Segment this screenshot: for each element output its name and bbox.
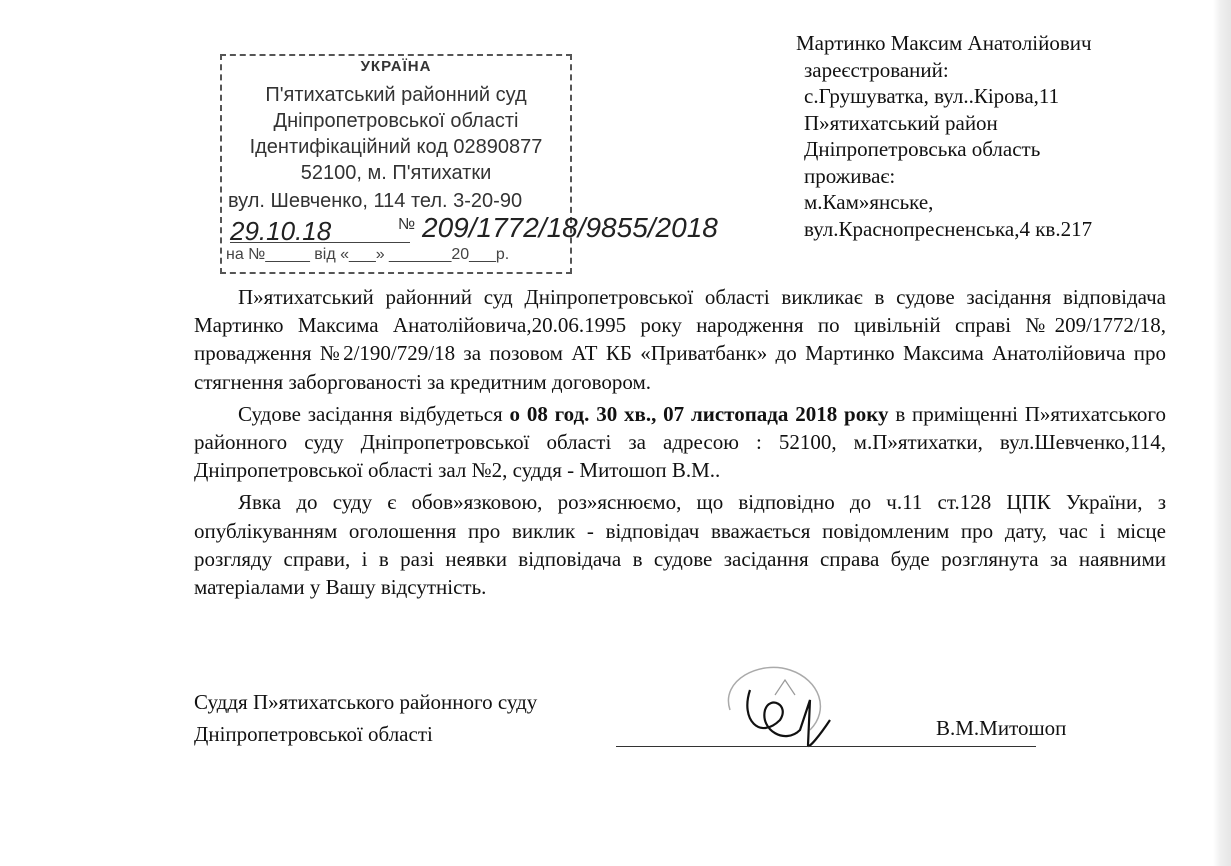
registered-label: зареєстрований: (804, 57, 949, 82)
stamp-region: Дніпропетровської області (273, 110, 519, 132)
residence-street: вул.Краснопресненська,4 кв.217 (804, 216, 1093, 241)
paragraph-summons: П»ятихатський районний суд Дніпропетровської області викликає в судове засідання відповідача Мартинко Максима Анатолійовича,20.06.1995 року народження по цивільній справі №209/1772/18, провадження №2/190/729/18 за позовом АТ КБ «Приватбанк» до Мартинко Максима Анатолійовича про стягнення заборгованості за кредитним договором. (194, 285, 1166, 394)
signature-line (616, 746, 1036, 747)
hearing-intro: Судове засідання відбудеться (238, 401, 503, 426)
stamp-number-label: № (398, 216, 416, 233)
registered-region: Дніпропетровська область (804, 137, 1041, 161)
judge-title (194, 686, 537, 750)
paragraph-attendance: Явка до суду є обов»язковою, роз»яснюємо, що відповідно до ч.11 ст.128 ЦПК України, з опублікуванням оголошення про виклик - відповідач вважається повідомленим про дату, час і місце розгляду справи, і в разі неявки відповідача в судове засідання справа буде розглянута за наявними матеріалами у Вашу відсутність. (194, 490, 1166, 600)
stamp-street: вул. Шевченко, 114 тел. 3-20-90 (228, 190, 523, 212)
summons-body (194, 283, 1166, 605)
stamp-id-code: Ідентифікаційний код 02890877 (249, 136, 543, 158)
resides-label: проживає: (804, 163, 896, 188)
judge-title-line1: Суддя П»ятихатського районного суду (194, 690, 538, 714)
page-edge (1213, 0, 1231, 866)
addressee-block (796, 30, 1093, 242)
hearing-datetime: о 08 год. 30 хв., 07 листопада 2018 року (509, 401, 889, 426)
addressee-name: Мартинко Максим Анатолійович (796, 31, 1092, 55)
stamp-city: 52100, м. П'ятихатки (300, 162, 492, 184)
hearing-location: в приміщенні П»ятихатського районного суду Дніпропетровської області за адресою : 52100, м.П»ятихатки, вул.Шевченко,114, Дніпропетровської області зал №2, суддя - Митошоп В.М.. (194, 401, 1167, 483)
stamp-handwritten-date: 29.10.18 (230, 216, 332, 246)
registered-village: с.Грушуватка, вул..Кірова,11 (804, 84, 1060, 108)
stamp-court: П'ятихатський районний суд (265, 84, 527, 106)
stamp-country: УКРАЇНА (360, 58, 432, 75)
registered-district: П»ятихатський район (804, 110, 998, 135)
signature-stamp-image (690, 650, 880, 760)
stamp-handwritten-number: 209/1772/18/9855/2018 (422, 212, 718, 243)
stamp-footer: на №_____ від «___» _______20___р. (226, 246, 510, 263)
judge-title-line2: Дніпропетровської області (194, 722, 433, 746)
residence-city: м.Кам»янське, (804, 190, 934, 214)
stamp-underline (230, 242, 410, 243)
judge-name: В.М.Митошоп (936, 716, 1067, 740)
paragraph-hearing (194, 400, 1166, 485)
court-stamp (220, 54, 718, 274)
